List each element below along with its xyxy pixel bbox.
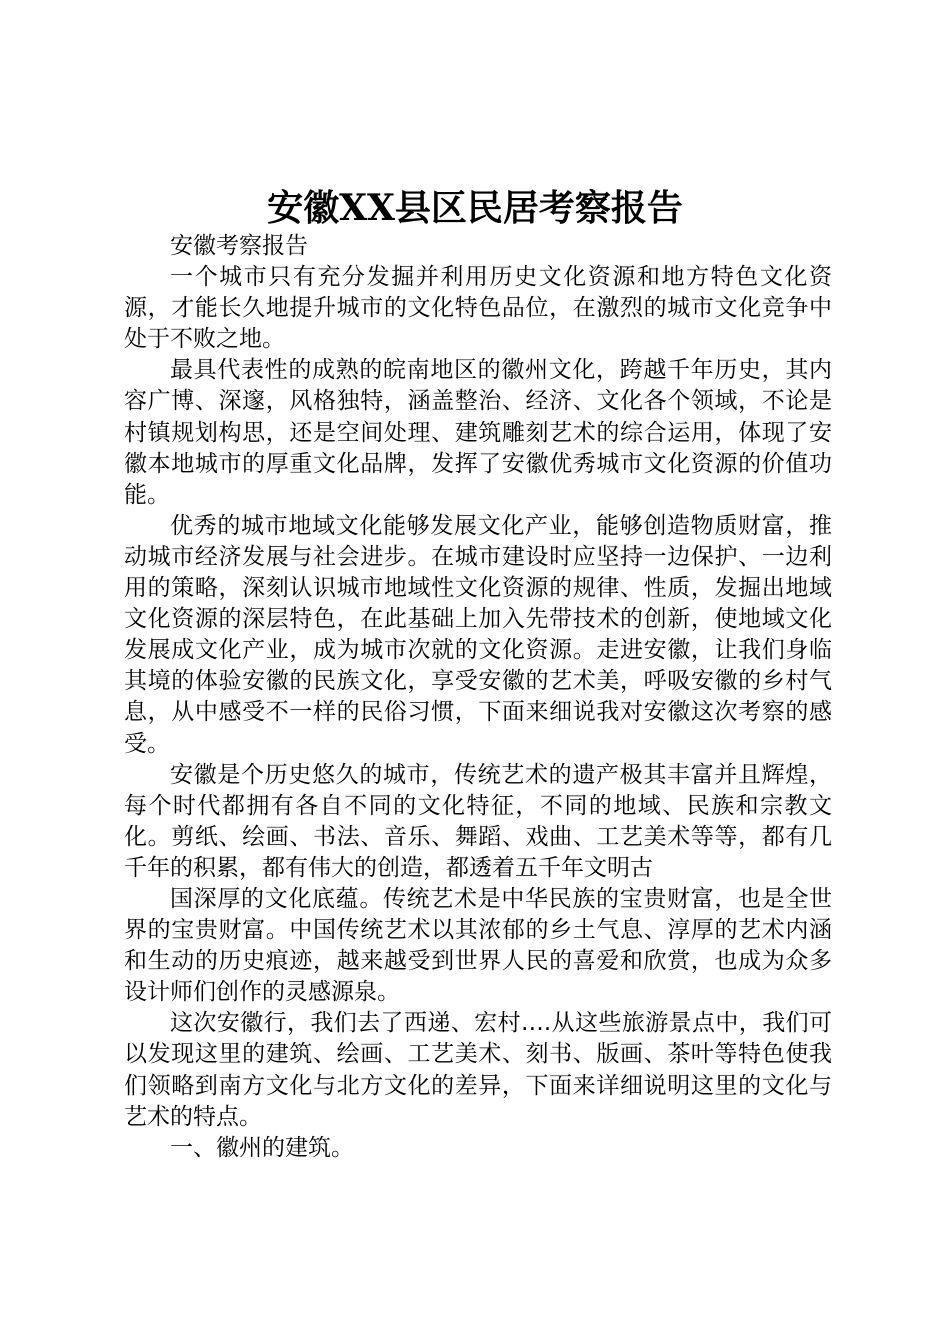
paragraph: 一个城市只有充分发掘并利用历史文化资源和地方特色文化资源，才能长久地提升城市的文化特色品位，在激烈的城市文化竞争中处于不败之地。 <box>124 264 832 353</box>
document-body <box>124 231 832 1164</box>
paragraph: 最具代表性的成熟的皖南地区的徽州文化，跨越千年历史，其内容广博、深邃，风格独特，涵盖整治、经济、文化各个领域，不论是村镇规划构思，还是空间处理、建筑雕刻艺术的综合运用，体现了安徽本地城市的厚重文化品牌，发挥了安徽优秀城市文化资源的价值功能。 <box>124 357 832 508</box>
paragraph: 优秀的城市地域文化能够发展文化产业，能够创造物质财富，推动城市经济发展与社会进步。在城市建设时应坚持一边保护、一边利用的策略，深刻认识城市地域性文化资源的规律、性质，发掘出地域文化资源的深层特色，在此基础上加入先带技术的创新，使地域文化发展成文化产业，成为城市次就的文化资源。走进安徽，让我们身临其境的体验安徽的民族文化，享受安徽的艺术美，呼吸安徽的乡村气息，从中感受不一样的民俗习惯，下面来细说我对安徽这次考察的感受。 <box>124 512 832 757</box>
paragraph: 这次安徽行，我们去了西递、宏村….从这些旅游景点中，我们可以发现这里的建筑、绘画、工艺美术、刻书、版画、茶叶等特色使我们领略到南方文化与北方文化的差异，下面来详细说明这里的文化与艺术的特点。 <box>124 1010 832 1130</box>
paragraph: 安徽是个历史悠久的城市，传统艺术的遗产极其丰富并且辉煌，每个时代都拥有各自不同的文化特征，不同的地域、民族和宗教文化。剪纸、绘画、书法、音乐、舞蹈、戏曲、工艺美术等等，都有几千年的积累，都有伟大的创造，都透着五千年文明古 <box>124 761 832 881</box>
paragraph-subtitle: 安徽考察报告 <box>170 233 308 259</box>
paragraph: 国深厚的文化底蕴。传统艺术是中华民族的宝贵财富，也是全世界的宝贵财富。中国传统艺术以其浓郁的乡土气息、淳厚的艺术内涵和生动的历史痕迹，越来越受到世界人民的喜爱和欣赏，也成为众多设计师们创作的灵感源泉。 <box>124 885 832 1006</box>
section-heading: 一、徽州的建筑。 <box>170 1134 354 1161</box>
document-title: 安徽XX县区民居考察报告 <box>267 187 683 229</box>
